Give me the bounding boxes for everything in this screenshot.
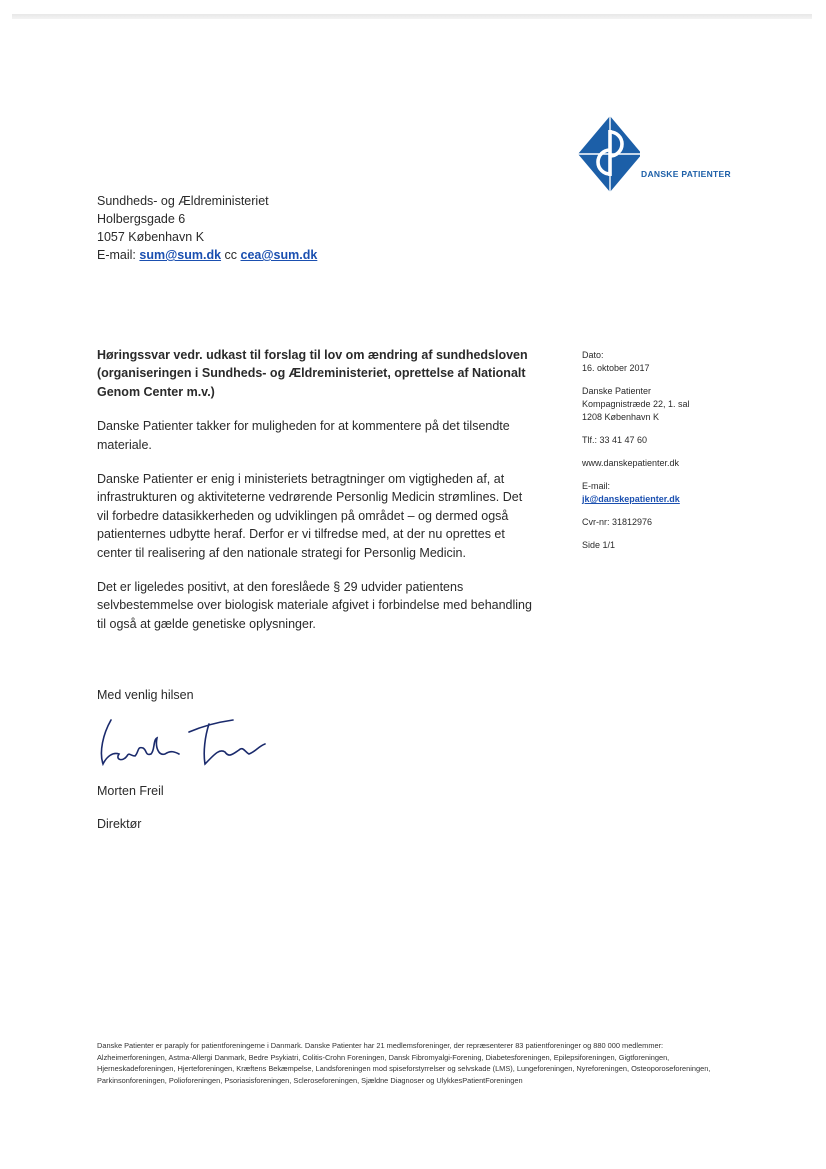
- page-number: Side 1/1: [582, 540, 616, 550]
- sender-email-link[interactable]: jk@danskepatienter.dk: [582, 494, 680, 504]
- recipient-city: 1057 København K: [97, 230, 205, 244]
- letter-body: [97, 346, 537, 649]
- recipient-email-line: [97, 246, 317, 264]
- paragraph-2: Danske Patienter er enig i ministeriets betragtninger om vigtigheden af, at infrastrukturen og aktiviteterne vedrørende Personlig Medicin strømlines. Det vil forbedre datasikkerheden og udviklingen på området – og dermed også patienternes udbytte heraf. Derfor er vi tilfredse med, at der nu oprettes et center til realisering af den nationale strategi for Personlig Medicin.: [97, 472, 523, 560]
- cc-label: cc: [224, 248, 238, 262]
- paragraph-1: Danske Patienter takker for muligheden for at kommentere på det tilsendte materiale.: [97, 419, 510, 452]
- sender-phone: Tlf.: 33 41 47 60: [582, 435, 648, 445]
- recipient-name: Sundheds- og Ældreministeriet: [97, 194, 269, 208]
- recipient-address: [97, 192, 317, 264]
- danske-patienter-logo: [578, 116, 738, 200]
- closing-greeting: Med venlig hilsen: [97, 688, 194, 702]
- date-value: 16. oktober 2017: [582, 363, 650, 373]
- paragraph-3: Det er ligeledes positivt, at den foreslåede § 29 udvider patientens selvbestemmelse over biologisk materiale afgivet i forbindelse med behandling til også at gælde genetiske oplysninger.: [97, 580, 532, 631]
- sender-city: 1208 København K: [582, 412, 660, 422]
- date-label: Dato:: [582, 350, 604, 360]
- sender-org: Danske Patienter: [582, 386, 652, 396]
- scan-top-edge: [12, 14, 812, 19]
- recipient-street: Holbergsgade 6: [97, 212, 186, 226]
- sender-cvr: Cvr-nr: 31812976: [582, 517, 653, 527]
- handwritten-signature: [93, 712, 268, 772]
- email-label: E-mail:: [97, 248, 136, 262]
- logo-text: DANSKE PATIENTER: [641, 169, 731, 179]
- sender-info-column: [582, 349, 690, 562]
- sender-street: Kompagnistræde 22, 1. sal: [582, 399, 690, 409]
- signer-title: Direktør: [97, 817, 142, 831]
- logo-diamond-icon: [578, 116, 640, 200]
- email-link-cea[interactable]: cea@sum.dk: [240, 248, 318, 262]
- letter-subject: Høringssvar vedr. udkast til forslag til lov om ændring af sundhedsloven (organiseringen i Sundheds- og Ældreministeriet, oprettelse af Nationalt Genom Center m.v.): [97, 348, 528, 399]
- sender-email-label: E-mail:: [582, 481, 611, 491]
- signer-name: Morten Freil: [97, 784, 164, 798]
- email-link-sum[interactable]: sum@sum.dk: [139, 248, 222, 262]
- sender-website: www.danskepatienter.dk: [582, 458, 680, 468]
- footer-member-list: Danske Patienter er paraply for patientforeningerne i Danmark. Danske Patienter har 21 medlemsforeninger, der repræsenterer 83 patientforeninger og 880 000 medlemmer: Alzheimerforeningen, Astma-Allergi Danmark, Bedre Psykiatri, Colitis-Crohn Foreningen, Dansk Fibromyalgi-Forening, Diabetesforeningen, Epilepsiforeningen, Gigtforeningen, Hjerneskadeforeningen, Hjerteforeningen, Kræftens Bekæmpelse, Landsforeningen mod spiseforstyrrelser og selvskade (LMS), Lungeforeningen, Nyreforeningen, Osteoporoseforeningen, Parkinsonforeningen, Polioforeningen, Psoriasisforeningen, Scleroseforeningen, Sjældne Diagnoser og UlykkesPatientForeningen: [97, 1041, 711, 1085]
